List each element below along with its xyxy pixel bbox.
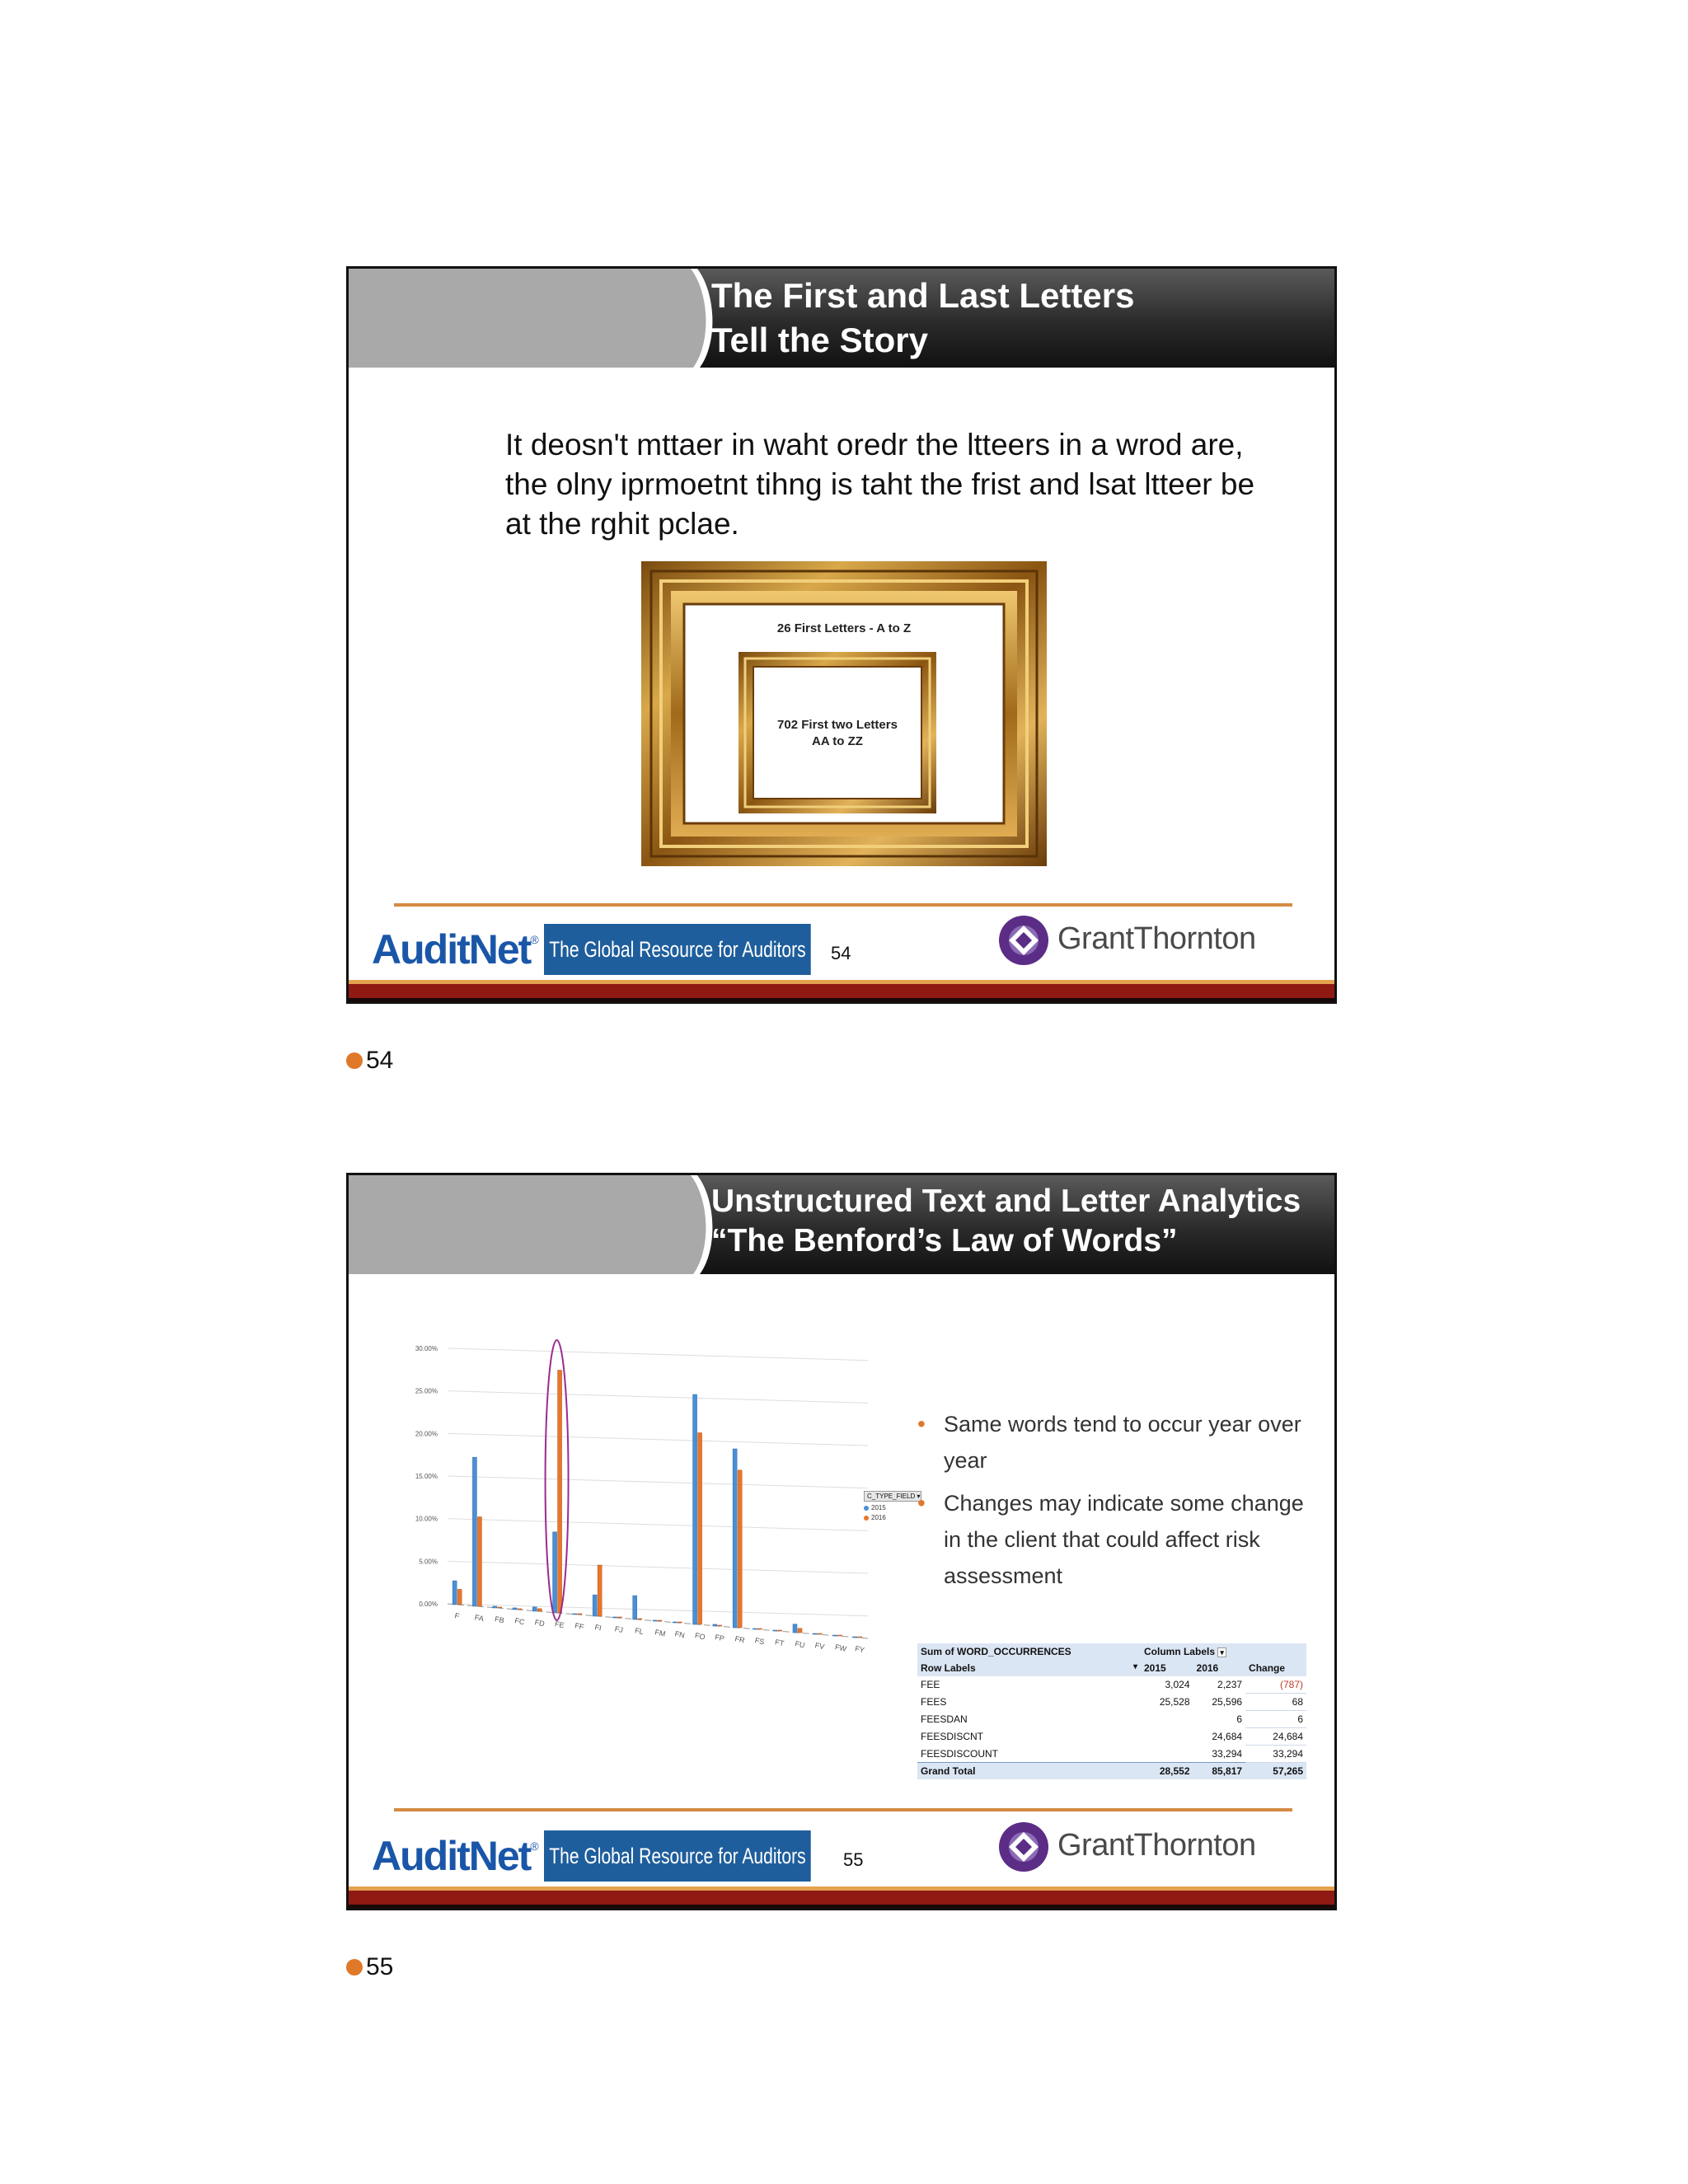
bullet-item: • Changes may indicate some change in the client that could affect risk assessment	[917, 1485, 1305, 1594]
bar-2016-FE	[558, 1371, 562, 1614]
x-tick-label: FM	[654, 1628, 667, 1638]
y-tick-label: 0.00%	[419, 1601, 438, 1608]
bar-2016-FY	[858, 1637, 862, 1638]
pivot-column-labels[interactable]: Column Labels ▾	[1141, 1643, 1306, 1660]
slide-title-line-2: “The Benford’s Law of Words”	[711, 1223, 1178, 1258]
table-row: FEESDISCNT 24,684 24,684	[917, 1728, 1306, 1746]
auditnet-logo	[372, 921, 886, 977]
grant-thornton-icon	[998, 915, 1049, 966]
slide-55	[346, 1173, 1337, 1910]
chart-gridline	[448, 1519, 868, 1531]
bar-2016-FR	[738, 1470, 742, 1628]
bar-2016-FF	[578, 1614, 582, 1615]
x-tick-label: FB	[494, 1615, 505, 1625]
slide-title-line-1: The First and Last Letters	[711, 276, 1135, 315]
bar-2016-FW	[838, 1635, 842, 1636]
handout-number-text: 55	[366, 1953, 394, 1980]
slide-title-line-1: Unstructured Text and Letter Analytics	[711, 1183, 1301, 1219]
auditnet-registered-mark: ®	[530, 1840, 539, 1853]
gold-frame-image	[641, 561, 1047, 866]
bar-2015-FA	[472, 1457, 476, 1606]
chart-svg	[382, 1324, 893, 1703]
table-row: FEESDAN 6 6	[917, 1711, 1306, 1728]
bar-2016-FD	[537, 1609, 542, 1611]
chart-gridline	[448, 1604, 868, 1616]
bar-2015-FV	[813, 1633, 817, 1634]
x-tick-label: FU	[794, 1639, 806, 1650]
auditnet-registered-mark: ®	[530, 933, 539, 946]
x-tick-label: FF	[574, 1621, 585, 1632]
footer-divider	[394, 1808, 1292, 1811]
bar-2015-FJ	[612, 1617, 617, 1618]
x-tick-label: FR	[734, 1634, 746, 1645]
auditnet-word: AuditNet	[372, 1833, 531, 1879]
x-tick-label: FY	[854, 1644, 865, 1655]
bar-2015-FO	[693, 1394, 697, 1624]
chart-legend	[864, 1491, 921, 1521]
auditnet-tagline: The Global Resource for Auditors	[544, 924, 811, 975]
bar-2015-FY	[853, 1637, 857, 1638]
slide-header	[349, 269, 1334, 368]
pivot-value-field: Sum of WORD_OCCURRENCES	[917, 1643, 1141, 1660]
bar-2015-FN	[673, 1622, 677, 1623]
bar-2016-FP	[718, 1625, 722, 1626]
frame-inner-label-1: 702 First two Letters	[777, 718, 898, 732]
x-tick-label: FC	[513, 1616, 526, 1627]
pivot-col-change: Change	[1245, 1660, 1306, 1676]
pivot-col-2016: 2016	[1193, 1660, 1246, 1676]
bar-2016-FJ	[617, 1617, 621, 1618]
chart-gridline	[448, 1391, 868, 1404]
x-tick-label: FJ	[614, 1624, 624, 1635]
x-tick-label: FT	[774, 1638, 785, 1648]
chart-gridline	[448, 1433, 868, 1446]
slide-page-number: 55	[843, 1849, 864, 1870]
grant-thornton-name: GrantThornton	[1057, 1828, 1256, 1863]
bar-2015-FU	[793, 1624, 797, 1633]
bar-2015-FW	[833, 1635, 837, 1636]
grant-thornton-icon	[998, 1821, 1049, 1872]
chart-gridline	[448, 1476, 868, 1488]
x-tick-label: FO	[694, 1631, 706, 1642]
x-tick-label: F	[453, 1611, 461, 1621]
y-tick-label: 10.00%	[415, 1515, 438, 1523]
x-tick-label: FN	[673, 1629, 686, 1640]
x-tick-label: FP	[714, 1633, 725, 1643]
bar-2016-FC	[518, 1609, 522, 1610]
benford-letter-chart	[382, 1324, 893, 1703]
bar-2016-F	[457, 1589, 462, 1605]
table-row: FEES 25,528 25,596 68	[917, 1694, 1306, 1711]
x-tick-label: FI	[593, 1623, 603, 1633]
y-tick-label: 25.00%	[415, 1387, 438, 1395]
pivot-table	[917, 1643, 1306, 1779]
legend-filter-button[interactable]: C_TYPE_FIELD ▾	[864, 1491, 921, 1502]
legend-filter-label: C_TYPE_FIELD	[867, 1493, 916, 1500]
bar-2016-FV	[818, 1633, 822, 1634]
grant-thornton-logo	[998, 1818, 1270, 1876]
x-tick-label: FL	[634, 1626, 645, 1637]
chart-gridline	[448, 1348, 868, 1361]
footer-divider	[394, 903, 1292, 907]
footer-band	[349, 1886, 1334, 1908]
bar-2015-F	[452, 1581, 457, 1605]
scrambled-paragraph: It deosn't mttaer in waht oredr the ltteers in a wrod are, the olny iprmoetnt tihng is taht the frist and lsat ltteer be at the rghit pclae.	[505, 428, 1255, 541]
bar-2016-FI	[598, 1565, 602, 1616]
bar-2015-FF	[573, 1614, 577, 1615]
x-tick-label: FA	[474, 1613, 485, 1624]
bar-2015-FE	[553, 1532, 557, 1613]
bar-2015-FR	[733, 1449, 737, 1628]
bar-2015-FI	[593, 1595, 597, 1616]
table-row: FEESDISCOUNT 33,294 33,294	[917, 1746, 1306, 1763]
y-tick-label: 5.00%	[419, 1558, 438, 1566]
y-tick-label: 20.00%	[415, 1430, 438, 1438]
handout-number-54	[346, 1047, 393, 1075]
pivot-col-2015: 2015	[1141, 1660, 1193, 1676]
bar-2015-FD	[532, 1607, 537, 1611]
pivot-header-row-2	[917, 1660, 1306, 1676]
y-tick-label: 30.00%	[415, 1345, 438, 1352]
grant-thornton-name: GrantThornton	[1057, 921, 1256, 956]
orange-bullet-icon	[346, 1052, 363, 1069]
legend-item-2015	[864, 1504, 921, 1511]
slide-title	[711, 1182, 1337, 1261]
x-tick-label: FD	[533, 1618, 546, 1629]
slide-title-line-2: Tell the Story	[711, 321, 928, 359]
y-tick-label: 15.00%	[415, 1473, 438, 1480]
bar-2016-FA	[477, 1517, 481, 1607]
bar-2015-FP	[713, 1624, 717, 1626]
legend-label-2016: 2016	[871, 1514, 886, 1521]
slide-54	[346, 266, 1337, 1004]
bar-2015-FM	[653, 1620, 657, 1621]
bar-2016-FN	[678, 1622, 682, 1623]
auditnet-logo	[372, 1828, 886, 1884]
chart-gridline	[448, 1561, 868, 1573]
picture-frame-illustration	[641, 561, 1047, 866]
pivot-header-row-1	[917, 1643, 1306, 1660]
bar-2016-FU	[798, 1629, 802, 1633]
auditnet-tagline: The Global Resource for Auditors	[544, 1830, 811, 1882]
x-tick-label: FW	[834, 1643, 847, 1653]
x-tick-label: FE	[554, 1619, 565, 1630]
frame-inner-label-2: AA to ZZ	[812, 734, 863, 748]
orange-bullet-icon	[346, 1959, 363, 1975]
bar-2015-FC	[513, 1608, 517, 1610]
legend-item-2016	[864, 1514, 921, 1521]
handout-number-55	[346, 1953, 393, 1981]
bar-2016-FT	[778, 1630, 782, 1631]
bullet-list	[917, 1406, 1305, 1601]
frame-outer-label: 26 First Letters - A to Z	[776, 621, 912, 635]
bar-2016-FM	[658, 1620, 662, 1621]
bar-2016-FB	[498, 1607, 502, 1608]
slide-header	[349, 1175, 1334, 1274]
footer-band	[349, 980, 1334, 1001]
legend-label-2015: 2015	[871, 1504, 886, 1511]
bar-2015-FL	[633, 1596, 637, 1619]
auditnet-word: AuditNet	[372, 926, 531, 972]
x-tick-label: FS	[754, 1636, 766, 1647]
bar-2016-FO	[698, 1433, 702, 1625]
bar-2015-FT	[773, 1630, 777, 1631]
slide-page-number: 54	[831, 943, 851, 963]
bar-2015-FB	[493, 1606, 497, 1608]
grant-thornton-logo	[998, 912, 1270, 969]
pivot-total-row: Grand Total 28,552 85,817 57,265	[917, 1763, 1306, 1780]
slide-title	[711, 274, 1337, 363]
handout-number-text: 54	[366, 1047, 394, 1074]
pivot-row-labels[interactable]: Row Labels ▾	[917, 1660, 1141, 1676]
x-tick-label: FV	[814, 1641, 826, 1652]
bullet-item: • Same words tend to occur year over year	[917, 1406, 1305, 1479]
table-row: FEE 3,024 2,237 (787)	[917, 1676, 1306, 1694]
